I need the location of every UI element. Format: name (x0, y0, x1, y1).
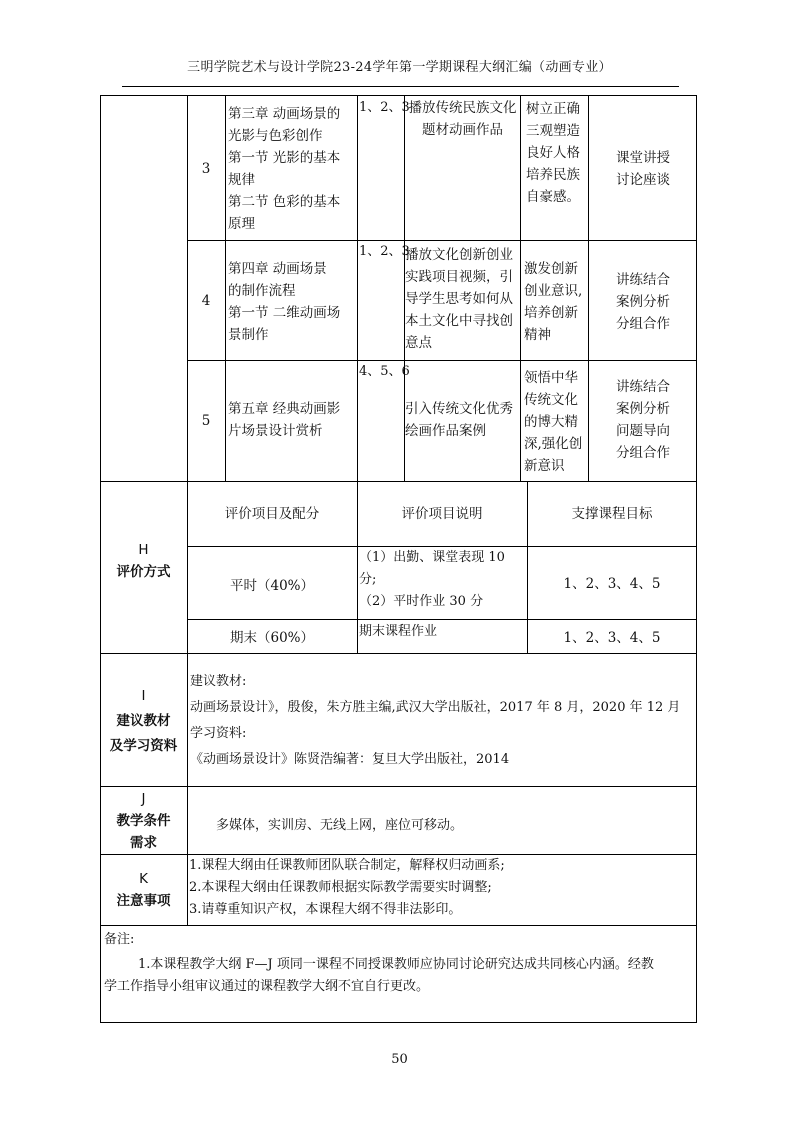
textbook-line: 动画场景设计》，殷俊，朱方胜主编,武汉大学出版社，2017 年 8 月，2020 年 12 月 (190, 700, 681, 715)
course-targets: 4、5、6 (359, 364, 410, 379)
education-goal (524, 258, 588, 346)
remarks-label: 备注: (104, 932, 135, 947)
eval-desc (359, 547, 525, 613)
column-divider (225, 95, 226, 481)
goal-line: 树立正确 (526, 101, 580, 117)
notes-content (189, 855, 695, 921)
column-divider (357, 95, 358, 653)
course-targets: 1、2、3 (359, 100, 410, 115)
method-line: 分组合作 (616, 316, 670, 332)
row-divider (100, 925, 697, 926)
section-title: 注意事项 (116, 893, 171, 909)
ideology-element (405, 97, 520, 141)
chapter-content (228, 103, 356, 235)
goal-line: 自豪感。 (526, 189, 580, 205)
notes-line: 3.请尊重知识产权，本课程大纲不得非法影印。 (189, 902, 462, 917)
row-divider (100, 481, 697, 482)
ideology-line: 意点 (405, 335, 432, 351)
content-line: 第一节 光影的基本 (228, 150, 341, 166)
section-letter: H (138, 542, 149, 558)
method-line: 分组合作 (616, 445, 670, 461)
goal-line: 精神 (524, 327, 551, 343)
course-targets: 1、2、3 (359, 244, 410, 259)
goal-line: 良好人格 (526, 145, 580, 161)
method-line: 讲练结合 (616, 272, 670, 288)
section-title: 教学条件 (116, 813, 171, 829)
ideology-line: 导学生思考如何从 (405, 291, 513, 307)
content-line: 第三章 动画场景的 (228, 106, 341, 122)
content-line: 第一节 二维动画场 (228, 305, 341, 321)
row-divider (187, 619, 697, 620)
eval-header-desc: 评价项目说明 (401, 506, 483, 522)
section-title: 建议教材 (116, 713, 171, 729)
method-line: 问题导向 (616, 423, 670, 439)
goal-line: 三观塑造 (526, 123, 580, 139)
ideology-line: 播放文化创新创业 (405, 247, 513, 263)
conditions-text: 多媒体，实训房、无线上网，座位可移动。 (216, 818, 464, 833)
eval-header-item: 评价项目及配分 (224, 506, 320, 522)
chapter-content (228, 398, 356, 442)
goal-line: 传统文化 (524, 392, 578, 408)
textbook-content (190, 669, 695, 773)
section-i-label (100, 684, 187, 759)
goal-line: 培养创新 (524, 305, 578, 321)
header-rule (122, 86, 679, 87)
content-line: 景制作 (228, 327, 269, 343)
ideology-line: 题材动画作品 (422, 122, 503, 138)
goal-line: 的博大精 (524, 414, 578, 430)
content-line: 规律 (228, 172, 255, 188)
section-title: 及学习资料 (109, 738, 178, 754)
teaching-method (589, 269, 697, 335)
chapter-number: 5 (201, 413, 211, 429)
education-goal (524, 367, 588, 477)
eval-desc-line: 期末课程作业 (359, 624, 438, 639)
ideology-line: 本土文化中寻找创 (405, 313, 513, 329)
method-line: 案例分析 (616, 294, 670, 310)
section-h-label (100, 539, 187, 583)
goal-line: 新意识 (524, 458, 565, 474)
goal-line: 培养民族 (526, 167, 580, 183)
content-line: 第五章 经典动画影 (228, 401, 341, 417)
eval-desc-line: （2）平时作业 30 分 (359, 594, 484, 609)
eval-desc-line: （1）出勤、课堂表现 10 (359, 550, 505, 565)
ideology-line: 播放传统民族文化 (408, 100, 517, 116)
eval-header-targets: 支撑课程目标 (571, 506, 653, 522)
goal-line: 深,强化创 (524, 436, 583, 452)
ideology-line: 绘画作品案例 (405, 423, 486, 439)
eval-item: 平时（40%） (229, 578, 314, 594)
goal-line: 领悟中华 (524, 370, 578, 386)
row-divider (187, 240, 697, 241)
row-divider (187, 360, 697, 361)
notes-line: 1.课程大纲由任课教师团队联合制定，解释权归动画系; (189, 858, 505, 873)
chapter-content (228, 258, 356, 346)
notes-line: 2.本课程大纲由任课教师根据实际教学需要实时调整; (189, 880, 492, 895)
textbook-line: 学习资料: (190, 726, 247, 741)
section-title: 评价方式 (116, 564, 171, 580)
eval-targets: 1、2、3、4、5 (563, 576, 661, 592)
ideology-line: 实践项目视频，引 (405, 269, 513, 285)
section-letter: J (141, 791, 146, 807)
section-letter: K (139, 871, 148, 887)
chapter-number: 4 (201, 293, 211, 309)
remarks-line: 学工作指导小组审议通过的课程教学大纲不宜自行更改。 (104, 979, 430, 994)
eval-item: 期末（60%） (229, 630, 314, 646)
eval-desc (359, 621, 525, 643)
row-divider (100, 653, 697, 654)
goal-line: 激发创新 (524, 261, 578, 277)
section-title: 需求 (130, 835, 157, 851)
page-header: 三明学院艺术与设计学院23-24学年第一学期课程大纲汇编（动画专业） (187, 60, 612, 75)
ideology-line: 引入传统文化优秀 (405, 401, 513, 417)
eval-desc-line: 分; (359, 572, 377, 587)
ideology-element (405, 398, 520, 442)
method-line: 课堂讲授 (616, 150, 670, 166)
section-letter: I (141, 688, 146, 704)
method-line: 讨论座谈 (616, 172, 670, 188)
remarks-line: 1.本课程教学大纲 F—J 项同一课程不同授课教师应协同讨论研究达成共同核心内涵。经教 (138, 957, 654, 972)
section-k-label (100, 868, 187, 912)
content-line: 片场景设计赏析 (228, 423, 323, 439)
eval-targets: 1、2、3、4、5 (563, 630, 661, 646)
column-divider (520, 95, 521, 481)
section-j-label (100, 788, 187, 854)
content-line: 光影与色彩创作 (228, 128, 323, 144)
teaching-method (589, 147, 697, 191)
teaching-method (589, 376, 697, 464)
textbook-line: 《动画场景设计》陈贤浩编著：复旦大学出版社，2014 (190, 752, 510, 767)
ideology-element (405, 244, 520, 354)
method-line: 讲练结合 (616, 379, 670, 395)
content-line: 第二节 色彩的基本 (228, 194, 341, 210)
content-line: 原理 (228, 216, 255, 232)
method-line: 案例分析 (616, 401, 670, 417)
textbook-line: 建议教材: (190, 674, 247, 689)
content-line: 的制作流程 (228, 283, 296, 299)
page-number: 50 (391, 1052, 408, 1067)
education-goal (526, 98, 588, 208)
goal-line: 创业意识, (524, 283, 583, 299)
chapter-number: 3 (201, 161, 211, 177)
row-divider (100, 786, 697, 787)
content-line: 第四章 动画场景 (228, 261, 327, 277)
